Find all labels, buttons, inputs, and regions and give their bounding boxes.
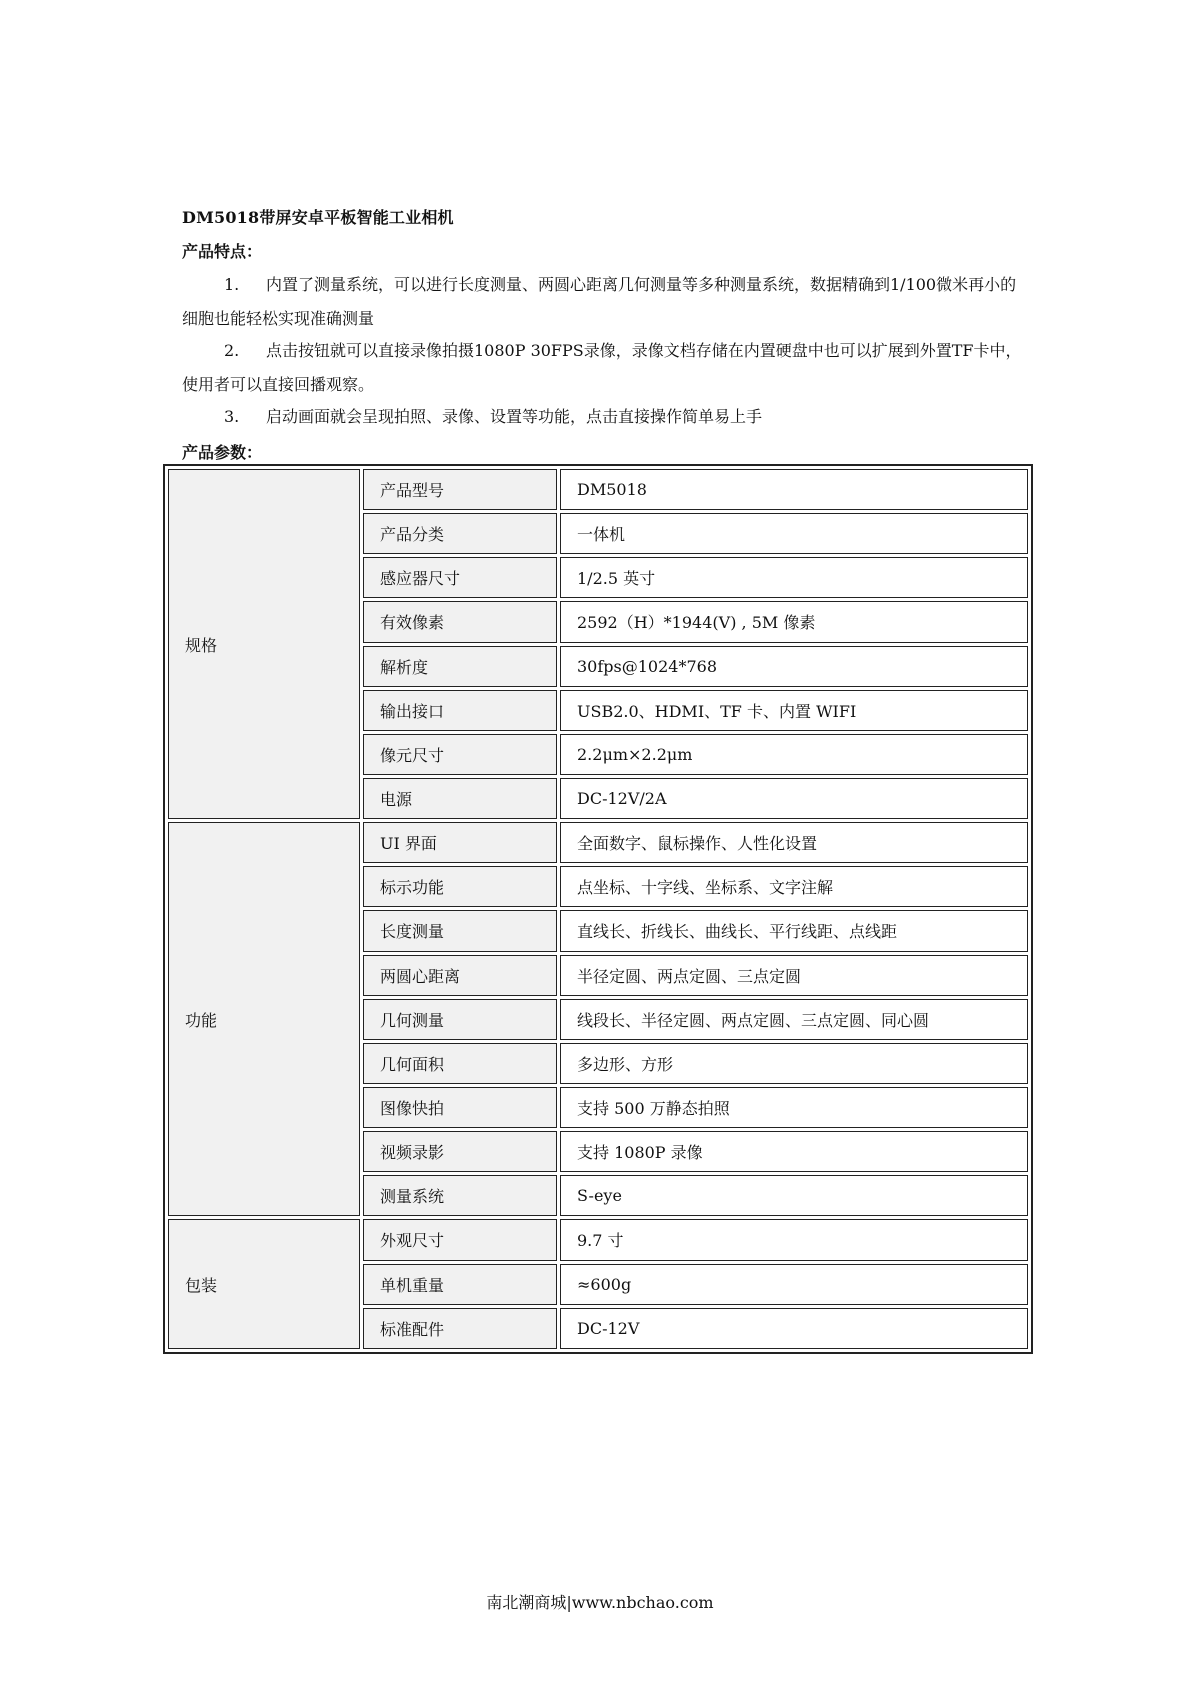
- param-value: 支持 1080P 录像: [560, 1131, 1028, 1172]
- param-value: 半径定圆、两点定圆、三点定圆: [560, 955, 1028, 996]
- spec-table: [163, 464, 1033, 1354]
- param-name: 图像快拍: [363, 1087, 557, 1128]
- param-name: 有效像素: [363, 601, 557, 642]
- features-heading: 产品特点：: [182, 242, 263, 261]
- param-value: 支持 500 万静态拍照: [560, 1087, 1028, 1128]
- param-value: 直线长、折线长、曲线长、平行线距、点线距: [560, 910, 1028, 951]
- param-value: 9.7 寸: [560, 1219, 1028, 1260]
- feature-number: 2.: [224, 341, 240, 360]
- feature-text: 内置了测量系统，可以进行长度测量、两圆心距离几何测量等多种测量系统，数据精确到1/100微米再小的细胞也能轻松实现准确测量: [182, 275, 1017, 328]
- page-footer: 南北潮商城|www.nbchao.com: [486, 1593, 714, 1612]
- param-value: 2592（H）*1944(V) , 5M 像素: [560, 601, 1028, 642]
- param-value: DC-12V: [560, 1308, 1028, 1349]
- group-cell-spec: 规格: [168, 469, 360, 819]
- param-name: 两圆心距离: [363, 955, 557, 996]
- table-row: [168, 1219, 1028, 1260]
- feature-number: 3.: [224, 407, 240, 426]
- param-value: DM5018: [560, 469, 1028, 510]
- param-value: S-eye: [560, 1175, 1028, 1216]
- param-name: 标准配件: [363, 1308, 557, 1349]
- feature-item: [182, 268, 1027, 336]
- param-name: 单机重量: [363, 1264, 557, 1305]
- param-name: 几何面积: [363, 1043, 557, 1084]
- param-value: ≈600g: [560, 1264, 1028, 1305]
- param-name: 像元尺寸: [363, 734, 557, 775]
- param-name: 输出接口: [363, 690, 557, 731]
- param-name: 外观尺寸: [363, 1219, 557, 1260]
- param-value: USB2.0、HDMI、TF 卡、内置 WIFI: [560, 690, 1028, 731]
- param-value: DC-12V/2A: [560, 778, 1028, 819]
- param-value: 点坐标、十字线、坐标系、文字注解: [560, 866, 1028, 907]
- param-name: 长度测量: [363, 910, 557, 951]
- param-name: 产品分类: [363, 513, 557, 554]
- feature-text: 启动画面就会呈现拍照、录像、设置等功能，点击直接操作简单易上手: [266, 407, 763, 426]
- param-value: 线段长、半径定圆、两点定圆、三点定圆、同心圆: [560, 999, 1028, 1040]
- param-name: 产品型号: [363, 469, 557, 510]
- feature-number: 1.: [224, 275, 240, 294]
- param-name: 几何测量: [363, 999, 557, 1040]
- param-value: 1/2.5 英寸: [560, 557, 1028, 598]
- group-cell-package: 包装: [168, 1219, 360, 1349]
- param-name: 视频录影: [363, 1131, 557, 1172]
- feature-item: [182, 334, 1027, 402]
- document-title: DM5018带屏安卓平板智能工业相机: [182, 208, 454, 227]
- param-value: 多边形、方形: [560, 1043, 1028, 1084]
- feature-text: 点击按钮就可以直接录像拍摄1080P 30FPS录像，录像文档存储在内置硬盘中也可以扩展到外置TF卡中，使用者可以直接回播观察。: [182, 341, 1022, 394]
- param-name: 标示功能: [363, 866, 557, 907]
- param-name: UI 界面: [363, 822, 557, 863]
- param-value: 一体机: [560, 513, 1028, 554]
- group-cell-function: 功能: [168, 822, 360, 1216]
- params-heading: 产品参数：: [182, 443, 263, 462]
- table-row: [168, 469, 1028, 510]
- param-name: 感应器尺寸: [363, 557, 557, 598]
- param-value: 2.2μm×2.2μm: [560, 734, 1028, 775]
- param-name: 解析度: [363, 646, 557, 687]
- param-value: 30fps@1024*768: [560, 646, 1028, 687]
- param-value: 全面数字、鼠标操作、人性化设置: [560, 822, 1028, 863]
- param-name: 测量系统: [363, 1175, 557, 1216]
- feature-item: [182, 400, 1027, 434]
- table-row: [168, 822, 1028, 863]
- param-name: 电源: [363, 778, 557, 819]
